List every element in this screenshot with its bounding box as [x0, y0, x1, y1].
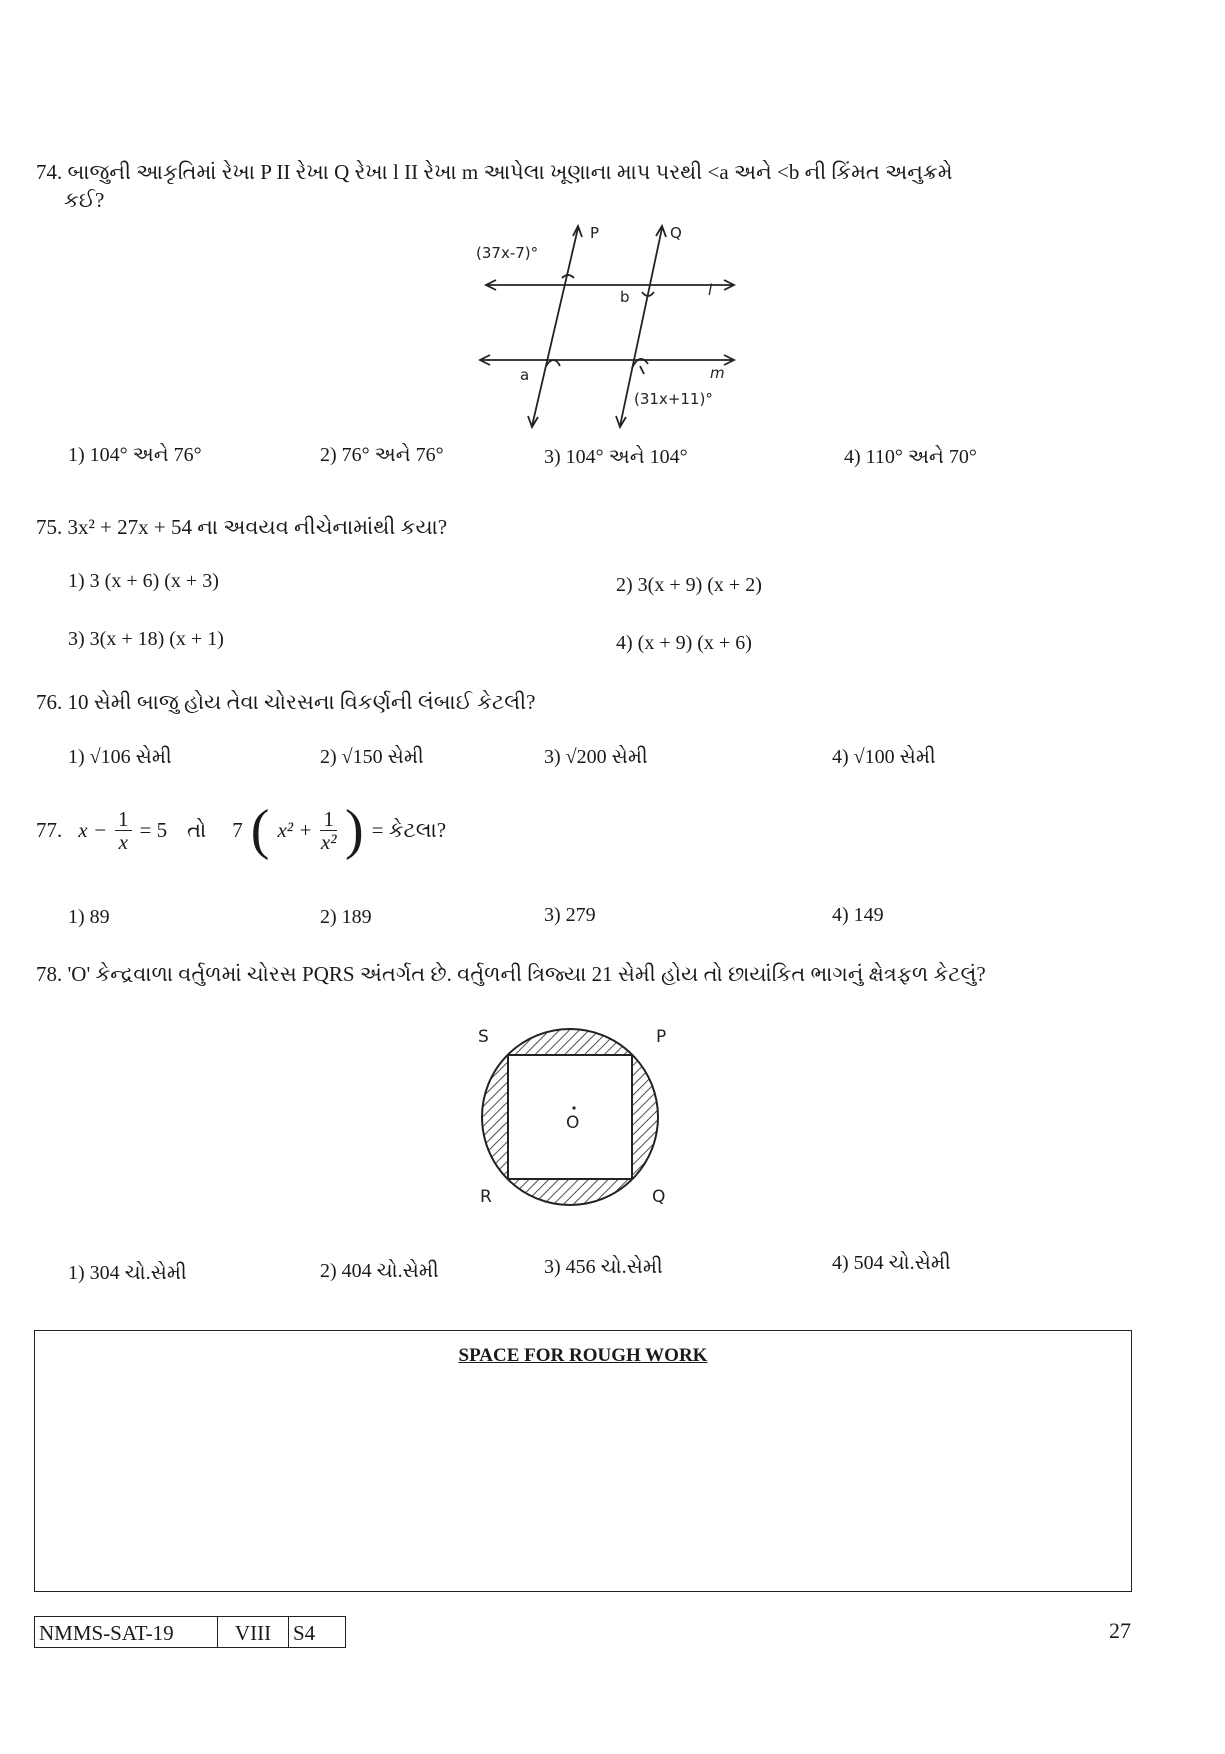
line-p	[532, 228, 578, 426]
q76-question: 10 સેમી બાજુ હોય તેવા ચોરસના વિકર્ણની લંબાઈ કેટલી?	[67, 690, 536, 714]
q76-number: 76.	[36, 690, 63, 714]
page-number: 27	[1109, 1618, 1131, 1643]
q75-number: 75.	[36, 515, 63, 539]
q76-text	[36, 688, 535, 716]
q76-option-4[interactable]: 4) √100 સેમી	[832, 746, 936, 768]
q75-option-1[interactable]: 1) 3 (x + 6) (x + 3)	[68, 570, 219, 592]
label-P: P	[590, 224, 600, 242]
label-m: m	[710, 364, 725, 382]
label-O: O	[566, 1113, 580, 1133]
q74-parallel-lines-figure	[470, 220, 750, 430]
q77-expr-end: = કેટલા?	[371, 818, 447, 842]
q77-fraction-1: $\frac{1}{x}$	[115, 808, 132, 853]
q77-option-4[interactable]: 4) 149	[832, 904, 884, 926]
q77-inner-x2: x² +	[277, 818, 313, 842]
q74-number: 74.	[36, 160, 63, 184]
q78-text	[36, 960, 986, 988]
label-l: l	[708, 281, 713, 299]
q75-option-3[interactable]: 3) 3(x + 18) (x + 1)	[68, 628, 224, 650]
label-Q: Q	[652, 1187, 666, 1207]
q77-close-paren: )	[344, 799, 364, 861]
label-angle-top: (37x-7)°	[476, 244, 539, 262]
label-P: P	[656, 1027, 667, 1047]
q77-open-paren: (	[250, 799, 270, 861]
q77-word-then: તો	[187, 818, 207, 842]
center-dot	[572, 1106, 575, 1109]
q77-option-3[interactable]: 3) 279	[544, 904, 596, 926]
q78-option-1[interactable]: 1) 304 ચો.સેમી	[68, 1262, 187, 1284]
q78-question: 'O' કેન્દ્રવાળા વર્તુળમાં ચોરસ PQRS અંતર્ગત છે. વર્તુળની ત્રિજ્યા 21 સેમી હોય તો છાયાંકિત ભાગનું ક્ષેત્રફળ કેટલું?	[67, 962, 986, 986]
q78-number: 78.	[36, 962, 63, 986]
q78-option-4[interactable]: 4) 504 ચો.સેમી	[832, 1252, 951, 1274]
q74-option-1[interactable]: 1) 104° અને 76°	[68, 444, 202, 466]
q75-text	[36, 513, 447, 541]
q77-text	[36, 799, 447, 861]
q76-option-3[interactable]: 3) √200 સેમી	[544, 746, 648, 768]
q77-expr-eq: = 5	[139, 818, 168, 842]
q78-inscribed-square-figure	[470, 1020, 690, 1210]
q74-option-3[interactable]: 3) 104° અને 104°	[544, 446, 688, 468]
q74-option-4[interactable]: 4) 110° અને 70°	[844, 446, 977, 468]
q77-expr-left: x −	[78, 818, 107, 842]
label-Q: Q	[670, 224, 682, 242]
q75-question: 3x² + 27x + 54 ના અવયવ નીચેનામાંથી કયા?	[67, 515, 448, 539]
q74-text-line1: બાજુની આકૃતિમાં રેખા P II રેખા Q રેખા l II રેખા m આપેલા ખૂણાના માપ પરથી <a અને <b ની કિંમત અનુક્રમે	[67, 160, 953, 184]
q78-option-3[interactable]: 3) 456 ચો.સેમી	[544, 1256, 663, 1278]
q77-number: 77.	[36, 818, 63, 842]
label-angle-bottom: (31x+11)°	[634, 390, 713, 408]
q75-option-2[interactable]: 2) 3(x + 9) (x + 2)	[616, 574, 762, 596]
q74-text	[36, 158, 953, 186]
footer-exam-code: NMMS-SAT-19	[34, 1616, 218, 1648]
q77-option-2[interactable]: 2) 189	[320, 906, 372, 928]
label-R: R	[480, 1187, 492, 1207]
q76-option-2[interactable]: 2) √150 સેમી	[320, 746, 424, 768]
q74-option-2[interactable]: 2) 76° અને 76°	[320, 444, 444, 466]
label-b: b	[620, 288, 630, 306]
q77-coefficient: 7	[232, 818, 243, 842]
rough-work-title: SPACE FOR ROUGH WORK	[458, 1345, 708, 1366]
label-S: S	[478, 1027, 489, 1047]
label-a: a	[520, 366, 530, 384]
footer-set: S4	[288, 1616, 346, 1648]
rough-work-box	[34, 1330, 1132, 1592]
q77-fraction-2: $\frac{1}{\text{x²}}$	[320, 806, 337, 854]
footer-class: VIII	[217, 1616, 289, 1648]
q77-option-1[interactable]: 1) 89	[68, 906, 110, 928]
q74-text-line2: કઈ?	[64, 188, 105, 212]
q78-option-2[interactable]: 2) 404 ચો.સેમી	[320, 1260, 439, 1282]
q75-option-4[interactable]: 4) (x + 9) (x + 6)	[616, 632, 752, 654]
q76-option-1[interactable]: 1) √106 સેમી	[68, 746, 172, 768]
